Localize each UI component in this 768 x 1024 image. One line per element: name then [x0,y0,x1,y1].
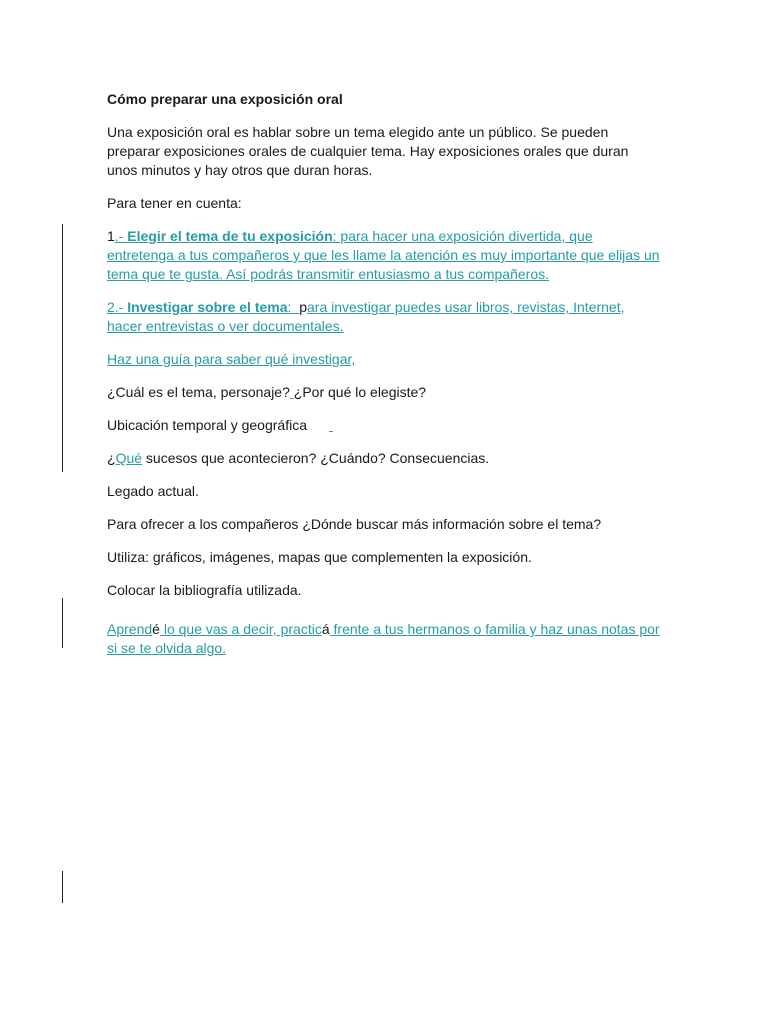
sucesos-open: ¿ [107,450,116,466]
item-1-number: 1 [107,228,115,244]
document-title: Cómo preparar una exposición oral [107,91,343,107]
ubicacion-text: Ubicación temporal y geográfica [107,417,307,433]
final-part-c: lo que vas a decir, practic [159,621,322,637]
ubicacion-insertion [329,417,333,433]
final-part-b: é [152,621,160,637]
final-part-a: Aprend [107,621,153,637]
change-bar [62,871,63,903]
item-2-heading: Investigar sobre el tema [127,299,288,315]
para-tener-paragraph: Para tener en cuenta: [107,195,242,211]
sucesos-paragraph [107,449,662,468]
item-2-letter: p [299,299,307,315]
item-2-body: ara investigar puedes usar libros, revistas, Internet, hacer entrevistas o ver documentales. [107,299,625,334]
document-body [107,90,662,672]
item-2-colon: : [287,299,300,315]
ofrecer-paragraph: Para ofrecer a los compañeros ¿Dónde buscar más información sobre el tema? [107,516,602,532]
question-1-paragraph [107,383,662,402]
question-1-part-b: ¿Por qué lo elegiste? [293,384,427,400]
guia-paragraph [107,350,662,369]
utiliza-paragraph: Utiliza: gráficos, imágenes, mapas que complementen la exposición. [107,549,532,565]
item-1-heading: Elegir el tema de tu exposición [127,228,333,244]
intro-paragraph: Una exposición oral es hablar sobre un tema elegido ante un público. Se pueden preparar exposiciones orales de cualquier tema. Hay exposiciones orales que duran unos minutos y hay otros que duran horas. [107,124,629,178]
legado-paragraph: Legado actual. [107,483,199,499]
item-1-prefix: .- [114,228,128,244]
bibliografia-paragraph: Colocar la bibliografía utilizada. [107,582,302,598]
sucesos-que: Qué [115,450,143,466]
item-2-prefix: 2.- [107,299,128,315]
question-1-part-a: ¿Cuál es el tema, personaje? [107,384,290,400]
final-part-d: á [321,621,330,637]
item-1-body: : para hacer una exposición divertida, que entretenga a tus compañeros y que les llame la atención es muy importante que elijas un tema que te gusta. Así podrás transmitir entusiasmo a tus compañeros. [107,228,660,282]
item-1-paragraph [107,227,662,284]
sucesos-rest: sucesos que acontecieron? ¿Cuándo? Consecuencias. [142,450,490,466]
final-part-e: frente a tus hermanos o familia y haz unas notas por si se te olvida algo. [107,621,660,656]
change-bar [62,598,63,648]
ubicacion-paragraph [107,416,662,435]
item-2-paragraph [107,298,662,336]
change-bar [62,224,63,472]
guia-text: Haz una guía para saber qué investigar, [107,351,356,367]
final-paragraph [107,620,662,658]
